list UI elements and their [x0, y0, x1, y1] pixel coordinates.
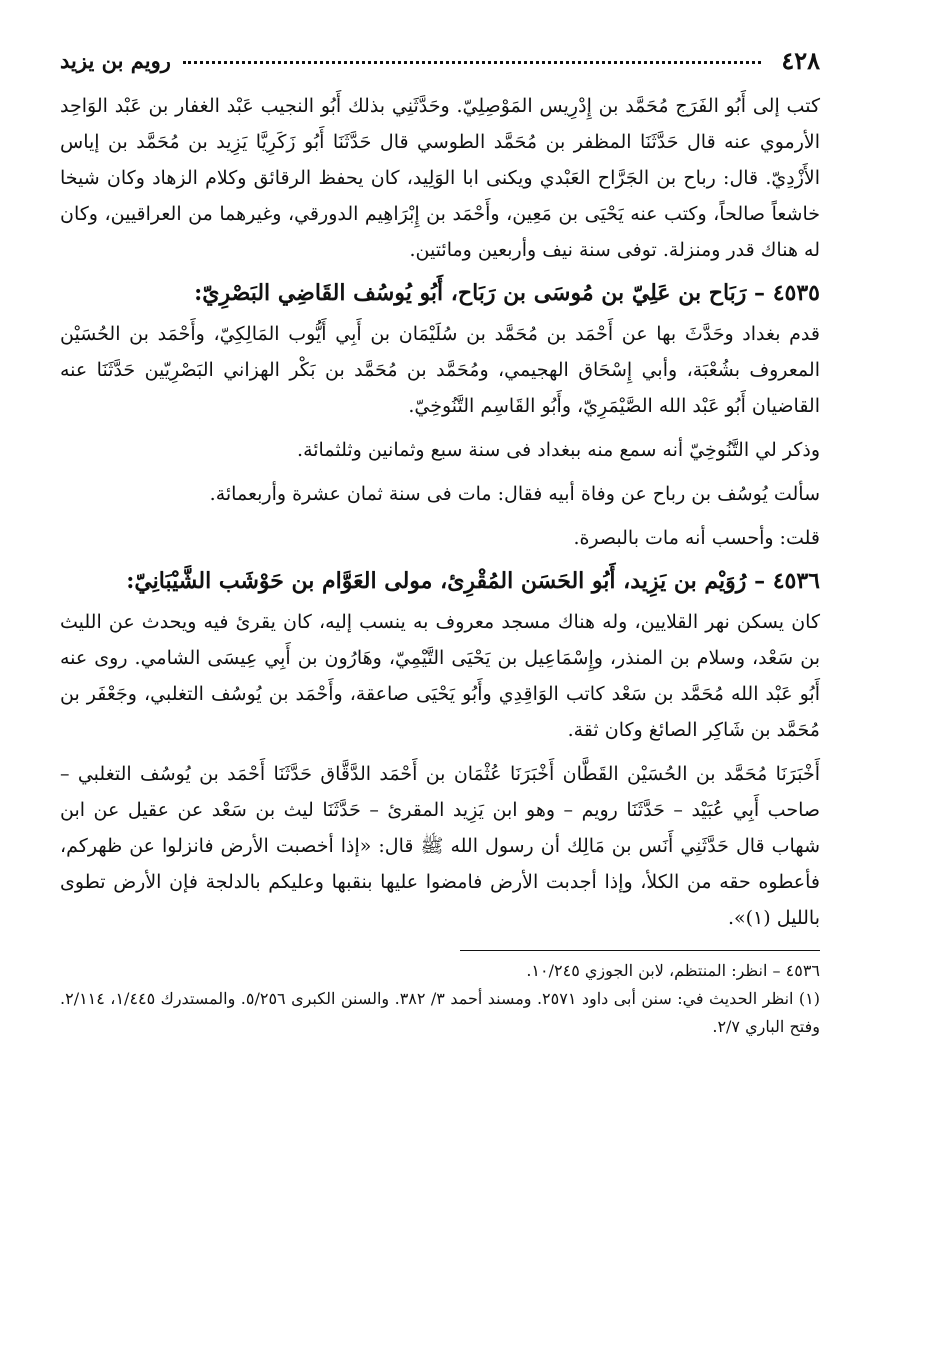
entry-4535-paragraph: قدم بغداد وحَدَّثَ بها عن أَحْمَد بن مُحَمَّد بن سُلَيْمَان بن أَبِي أَيُّوب المَالِكِيّ، وأَحْمَد بن الحُسَيْن المعروف بشُعْبَة، وأبي إِسْحَاق الهجيمي، ومُحَمَّد بن مُحَمَّد بن بَكْر الهزاني البَصْرِيّين حَدَّثَنَا عنه القاضيان أَبُو عَبْد الله الصَّيْمَرِيّ، وأَبُو القَاسِم التَّنُوخِيّ. — [60, 323, 820, 417]
header-dotted-leader — [183, 61, 761, 64]
entry-heading-4536: ٤٥٣٦ – رُوَيْم بن يَزِيد، أَبُو الحَسَن المُقْرِئ، مولى العَوَّام بن حَوْشَب الشَّيْبَانِيّ: — [126, 568, 820, 594]
running-title: رويم بن يزيد — [60, 47, 171, 73]
entry-4536-paragraph: أَخْبَرَنَا مُحَمَّد بن الحُسَيْن القَطَّان أَخْبَرَنَا عُثْمَان بن أَحْمَد الدَّقَّاق حَدَّثَنَا أَحْمَد بن يُوسُف التغلبي – صاحب أَبِي عُبَيْد – حَدَّثَنَا رويم – وهو ابن يَزِيد المقرئ – حَدَّثَنَا ليث بن سَعْد عن عقيل عن ابن شهاب قال حَدَّثَنِي أَنَس بن مَالِك أن رسول الله ﷺ قال: «إذا أخصبت الأرض فانزلوا عن ظهركم، فأعطوه حقه من الكلأ، وإذا أجدبت الأرض فامضوا عليها بنقبها وعليكم بالدلجة فإن الأرض تطوى بالليل (١)». — [60, 763, 820, 929]
book-page — [60, 40, 820, 1330]
entry-4535-paragraph: سألت يُوسُف بن رباح عن وفاة أبيه فقال: مات فى سنة ثمان عشرة وأربعمائة. — [209, 483, 820, 505]
footnote: ٤٥٣٦ – انظر: المنتظم، لابن الجوزي ١٠/٢٤٥. — [526, 961, 820, 980]
entry-4535-paragraph: قلت: وأحسب أنه مات بالبصرة. — [573, 527, 820, 549]
page-number: ٤٢٨ — [781, 45, 820, 75]
intro-paragraph: كتب إلى أَبُو الفَرَج مُحَمَّد بن إِدْرِيس المَوْصِلِيّ. وحَدَّثَنِي بذلك أَبُو النجيب عَبْد الغفار بن عَبْد الوَاحِد الأرموي عنه قال حَدَّثَنَا المظفر بن مُحَمَّد الطوسي قال حَدَّثَنَا أَبُو زَكَرِيَّا يَزِيد بن مُحَمَّد بن إياس الأَزْدِيّ. قال: رباح بن الجَرَّاح العَبْدي ويكنى ابا الوَلِيد، كان يحفظ الرقائق وكلام الزهاد وكان شيخا خاشعاً صالحاً، وكتب عنه يَحْيَى بن مَعِين، وأَحْمَد بن إِبْرَاهِيم الدورقي، وغيرهما من العراقيين، وكان له هناك قدر ومنزلة. توفى سنة نيف وأربعين ومائتين. — [60, 95, 820, 261]
entry-4536-paragraph: كان يسكن نهر القلايين، وله هناك مسجد معروف به ينسب إليه، كان يقرئ فيه ويحدث عن الليث بن سَعْد، وسلام بن المنذر، وإِسْمَاعِيل بن يَحْيَى التَّيْمِيّ، وهَارُون بن أَبِي عِيسَى الشامي. روى عنه أَبُو عَبْد الله مُحَمَّد بن سَعْد كاتب الوَاقِدِي وأَبُو يَحْيَى صاعقة، وأَحْمَد بن يُوسُف التغلبي، وجَعْفَر بن مُحَمَّد بن شَاكِر الصائغ وكان ثقة. — [60, 611, 820, 741]
footnote-divider — [460, 950, 820, 951]
entry-heading-4535: ٤٥٣٥ – رَبَاح بن عَلِيّ بن مُوسَى بن رَبَاح، أَبُو يُوسُف القَاضِي البَصْرِيّ: — [194, 280, 820, 306]
entry-4535-paragraph: وذكر لي التَّنُوخِيّ أنه سمع منه ببغداد فى سنة سبع وثمانين وثلثمائة. — [297, 439, 820, 461]
page-header — [60, 40, 820, 80]
footnote: (١) انظر الحديث في: سنن أبى داود ٢٥٧١. ومسند أحمد ٣/ ٣٨٢. والسنن الكبرى ٥/٢٥٦. والمستدرك ١/٤٤٥، ٢/١١٤. وفتح الباري ٢/٧. — [60, 989, 821, 1036]
